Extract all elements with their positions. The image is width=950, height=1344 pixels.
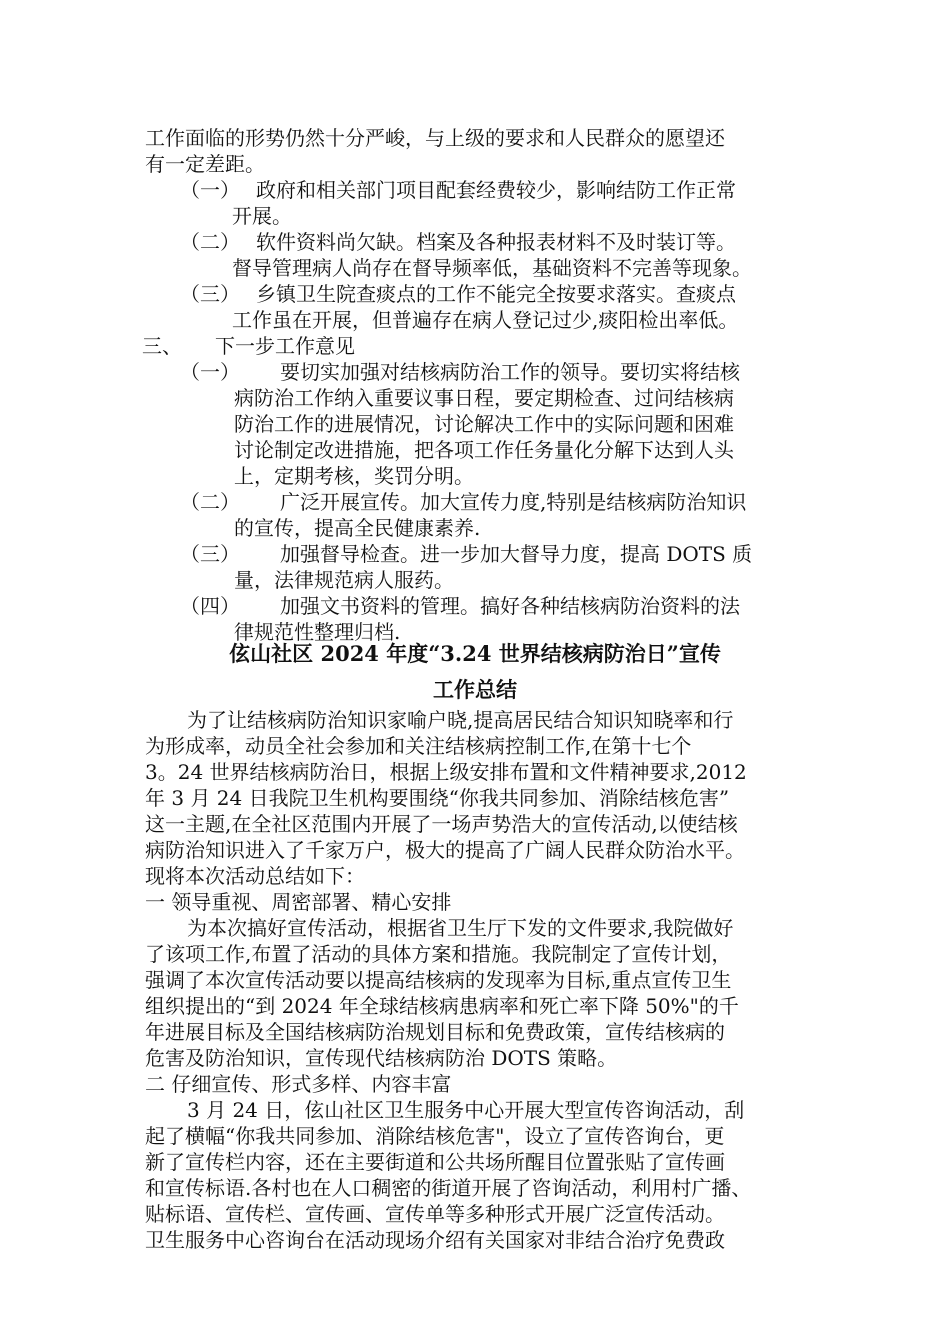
problem-text: 软件资料尚欠缺。档案及各种报表材料不及时装订等。 — [256, 230, 736, 254]
section-heading: 一 领导重视、周密部署、精心安排 — [145, 890, 452, 914]
plan-text: 广泛开展宣传。加大宣传力度,特别是结核病防治知识 — [280, 490, 747, 514]
plan-text: 加强文书资料的管理。搞好各种结核病防治资料的法 — [280, 594, 740, 618]
body-line: 贴标语、宣传栏、宣传画、宣传单等多种形式开展广泛宣传活动。 — [145, 1202, 725, 1226]
body-line: 危害及防治知识，宣传现代结核病防治 DOTS 策略。 — [145, 1046, 618, 1070]
body-line: 年进展目标及全国结核病防治规划目标和免费政策，宣传结核病的 — [145, 1020, 725, 1044]
plan-text: 律规范性整理归档. — [234, 620, 401, 644]
body-line: 和宣传标语.各村也在人口稠密的街道开展了咨询活动，利用村广播、 — [145, 1176, 752, 1200]
body-line: 为本次搞好宣传活动，根据省卫生厅下发的文件要求,我院做好 — [187, 916, 734, 940]
problem-text: 开展。 — [232, 204, 292, 228]
body-line: 现将本次活动总结如下： — [145, 864, 365, 888]
body-line: 了该项工作,布置了活动的具体方案和措施。我院制定了宣传计划， — [145, 942, 732, 966]
problem-number: （二） — [180, 230, 240, 254]
body-line: 卫生服务中心咨询台在活动现场介绍有关国家对非结合治疗免费政 — [145, 1228, 725, 1252]
plan-text: 上，定期考核，奖罚分明。 — [234, 464, 474, 488]
plan-text: 要切实加强对结核病防治工作的领导。要切实将结核 — [280, 360, 740, 384]
body-line: 组织提出的“到 2024 年全球结核病患病率和死亡率下降 50%"的千 — [145, 994, 739, 1018]
plan-text: 量，法律规范病人服药。 — [234, 568, 454, 592]
body-line: 为形成率，动员全社会参加和关注结核病控制工作,在第十七个 — [145, 734, 692, 758]
problem-number: （一） — [180, 178, 240, 202]
body-line: 3 月 24 日，伭山社区卫生服务中心开展大型宣传咨询活动，刮 — [187, 1098, 745, 1122]
document-title: 伭山社区 2024 年度“3.24 世界结核病防治日”宣传 — [229, 641, 721, 666]
intro-line: 有一定差距。 — [145, 152, 265, 176]
problem-text: 乡镇卫生院查痰点的工作不能完全按要求落实。查痰点 — [256, 282, 736, 306]
section-heading: 二 仔细宣传、形式多样、内容丰富 — [145, 1072, 452, 1096]
section-heading: 下一步工作意见 — [215, 334, 355, 358]
section-number: 三、 — [142, 334, 182, 358]
body-line: 年 3 月 24 日我院卫生机构要围绕“你我共同参加、消除结核危害” — [145, 786, 730, 810]
problem-text: 督导管理病人尚存在督导频率低，基础资料不完善等现象。 — [232, 256, 752, 280]
plan-text: 讨论制定改进措施，把各项工作任务量化分解下达到人头 — [234, 438, 734, 462]
body-line: 起了横幅“你我共同参加、消除结核危害"，设立了宣传咨询台，更 — [145, 1124, 725, 1148]
plan-number: （二） — [180, 490, 240, 514]
body-line: 强调了本次宣传活动要以提高结核病的发现率为目标,重点宣传卫生 — [145, 968, 732, 992]
plan-text: 防治工作的进展情况，讨论解决工作中的实际问题和困难 — [234, 412, 734, 436]
document-subtitle: 工作总结 — [433, 677, 517, 702]
plan-text: 的宣传，提高全民健康素养. — [234, 516, 481, 540]
plan-number: （一） — [180, 360, 240, 384]
plan-number: （三） — [180, 542, 240, 566]
plan-number: （四） — [180, 594, 240, 618]
body-line: 病防治知识进入了千家万户，极大的提高了广阔人民群众防治水平。 — [145, 838, 745, 862]
body-line: 3。24 世界结核病防治日，根据上级安排布置和文件精神要求,2012 — [145, 760, 747, 784]
problem-text: 工作虽在开展，但普遍存在病人登记过少,痰阳检出率低。 — [232, 308, 739, 332]
body-line: 这一主题,在全社区范围内开展了一场声势浩大的宣传活动,以使结核 — [145, 812, 738, 836]
plan-text: 病防治工作纳入重要议事日程，要定期检查、过问结核病 — [234, 386, 734, 410]
plan-text: 加强督导检查。进一步加大督导力度，提高 DOTS 质 — [280, 542, 753, 566]
body-line: 为了让结核病防治知识家喻户晓,提高居民结合知识知晓率和行 — [187, 708, 734, 732]
problem-number: （三） — [180, 282, 240, 306]
body-line: 新了宣传栏内容，还在主要街道和公共场所醒目位置张贴了宣传画 — [145, 1150, 725, 1174]
intro-line: 工作面临的形势仍然十分严峻，与上级的要求和人民群众的愿望还 — [145, 126, 725, 150]
problem-text: 政府和相关部门项目配套经费较少，影响结防工作正常 — [256, 178, 736, 202]
